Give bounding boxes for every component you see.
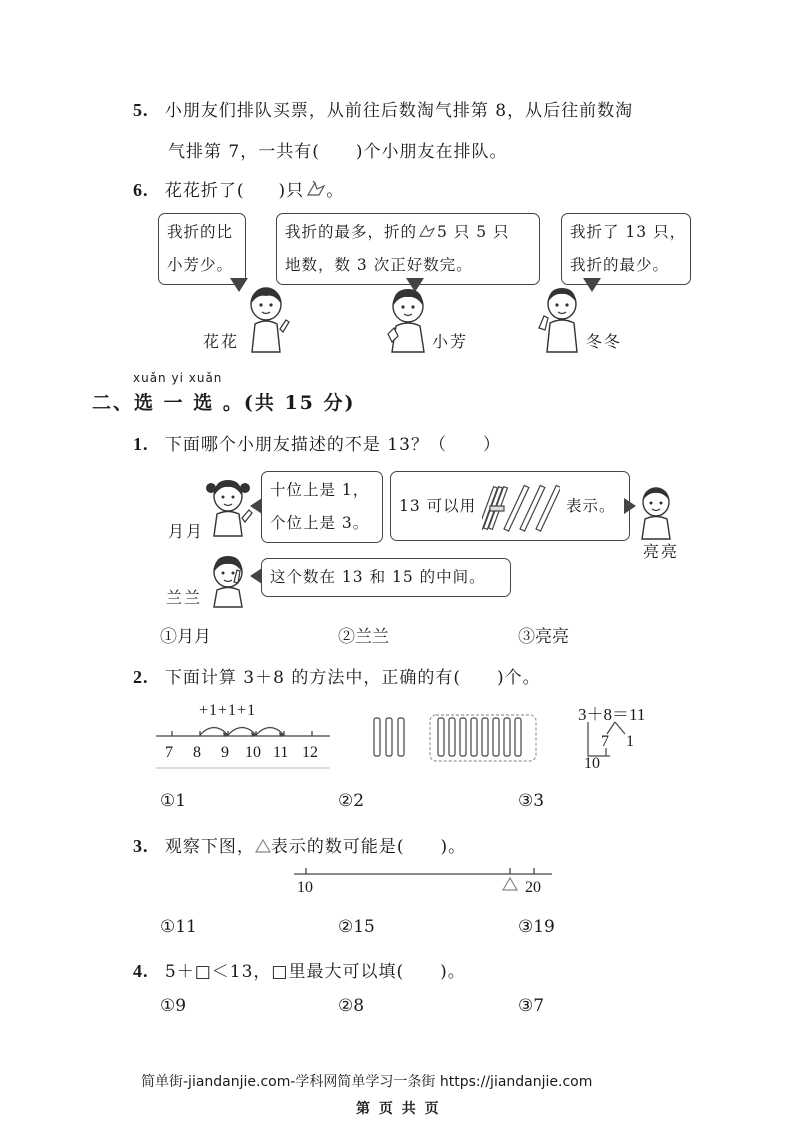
huahua-girl-illustration <box>242 284 292 354</box>
question-number: 2. <box>133 667 149 687</box>
yueyue-speech-bubble <box>261 471 383 543</box>
number-line-10-20 <box>292 862 556 892</box>
sticks-counting-illustration <box>368 712 540 764</box>
question-text: )个小朋友在排队。 <box>355 142 508 162</box>
bubble-line: 小芳少。 <box>167 256 234 274</box>
bubble-line <box>285 216 531 249</box>
option-1[interactable]: ①11 <box>160 917 197 937</box>
hop-label: +1+1+1 <box>199 702 257 719</box>
question-text: 小朋友们排队买票，从前往后数淘气排第 8，从后往前数淘 <box>164 101 634 121</box>
yueyue-girl-illustration <box>204 474 254 538</box>
name-lanlan: 兰兰 <box>166 588 203 607</box>
option-1[interactable]: ①1 <box>160 791 187 811</box>
tick-label-7: 7 <box>165 744 173 761</box>
question-text: )只 <box>278 181 305 201</box>
tick-label-8: 8 <box>193 744 201 761</box>
sticks-bundle-illustration <box>482 478 560 536</box>
tick-label-9: 9 <box>221 744 229 761</box>
question-text: 气排第 7，一共有( <box>168 142 320 162</box>
choice-question-4 <box>133 957 466 982</box>
name-dongdong: 冬冬 <box>586 332 623 351</box>
option-3[interactable]: ③亮亮 <box>518 627 569 647</box>
name-huahua: 花花 <box>203 332 240 351</box>
choice-question-2 <box>133 663 541 688</box>
option-1[interactable]: ①月月 <box>160 627 211 647</box>
liangliang-speech-bubble <box>390 471 630 541</box>
split-part-1: 1 <box>626 733 634 750</box>
question-text: 观察下图， <box>164 837 255 857</box>
name-yueyue: 月月 <box>168 522 205 541</box>
section-pinyin: xuǎn yi xuǎn <box>133 371 223 385</box>
question-5-line2 <box>168 137 508 162</box>
xiaofang-speech-bubble <box>276 213 540 285</box>
tick-label-11: 11 <box>273 744 289 761</box>
question-5-line1 <box>133 96 633 121</box>
question-number: 3. <box>133 836 149 856</box>
section-title: 二、选 一 选 。(共 15 分) <box>92 392 356 414</box>
name-xiaofang: 小芳 <box>432 332 469 351</box>
question-text: 下面计算 3＋8 的方法中，正确的有( )个。 <box>164 668 541 688</box>
dongdong-speech-bubble <box>561 213 691 285</box>
option-3[interactable]: ③7 <box>518 996 545 1016</box>
bubble-tail <box>250 498 262 514</box>
footer-page-number: 第 页 共 页 <box>356 1101 441 1117</box>
tick-label-10: 10 <box>245 744 261 761</box>
bubble-tail <box>250 568 262 584</box>
liangliang-boy-illustration <box>633 484 679 540</box>
split-sum-10: 10 <box>584 755 600 772</box>
option-2[interactable]: ②兰兰 <box>338 627 389 647</box>
question-number: 4. <box>133 961 149 981</box>
bubble-text: 表示。 <box>566 497 616 515</box>
question-number: 5. <box>133 100 149 120</box>
dongdong-boy-illustration <box>537 284 585 354</box>
split-equation: 3＋8＝11 <box>578 705 646 724</box>
option-3[interactable]: ③19 <box>518 917 555 937</box>
option-2[interactable]: ②2 <box>338 791 365 811</box>
paper-crane-icon <box>417 223 437 239</box>
bubble-line: 我折的比 <box>167 223 234 241</box>
lanlan-girl-illustration <box>204 552 252 608</box>
choice-question-3 <box>133 832 466 857</box>
bubble-text: 5 只 5 只 <box>437 223 510 241</box>
option-2[interactable]: ②8 <box>338 996 365 1016</box>
bubble-line: 我折的最少。 <box>570 256 670 274</box>
lanlan-speech-bubble: 这个数在 13 和 15 的中间。 <box>261 558 511 597</box>
question-number: 1. <box>133 434 149 454</box>
option-3[interactable]: ③3 <box>518 791 545 811</box>
tick-label-12: 12 <box>302 744 318 761</box>
bubble-line: 十位上是 1， <box>270 481 370 499</box>
paper-crane-icon <box>306 180 326 198</box>
number-line-right-label: 20 <box>525 879 541 896</box>
xiaofang-girl-illustration <box>384 284 432 354</box>
bubble-line: 我折了 13 只， <box>570 223 687 241</box>
bubble-line: 个位上是 3。 <box>270 514 370 532</box>
bubble-text: 我折的最多，折的 <box>285 223 418 241</box>
name-liangliang: 亮亮 <box>643 542 680 561</box>
question-text: 。 <box>326 181 345 201</box>
triangle-icon <box>255 839 271 853</box>
bubble-text: 13 可以用 <box>399 497 477 515</box>
option-1[interactable]: ①9 <box>160 996 187 1016</box>
choice-question-1 <box>133 430 501 455</box>
question-text: 下面哪个小朋友描述的不是 13？（ ） <box>164 435 501 455</box>
question-text: 花花折了( <box>164 181 245 201</box>
huahua-speech-bubble <box>158 213 246 285</box>
option-2[interactable]: ②15 <box>338 917 375 937</box>
question-6 <box>133 176 344 201</box>
question-number: 6. <box>133 180 149 200</box>
question-text: 表示的数可能是( )。 <box>270 837 467 857</box>
footer-site-link[interactable]: 简单街-jiandanjie.com-学科网简单学习一条街 https://jiandanjie.com <box>141 1074 593 1090</box>
split-part-7: 7 <box>601 733 609 750</box>
number-line-left-label: 10 <box>297 879 313 896</box>
question-text: 5＋□＜13，□里最大可以填( )。 <box>164 962 466 982</box>
bubble-tail <box>583 278 601 292</box>
bubble-line: 地数，数 3 次正好数完。 <box>285 256 473 274</box>
